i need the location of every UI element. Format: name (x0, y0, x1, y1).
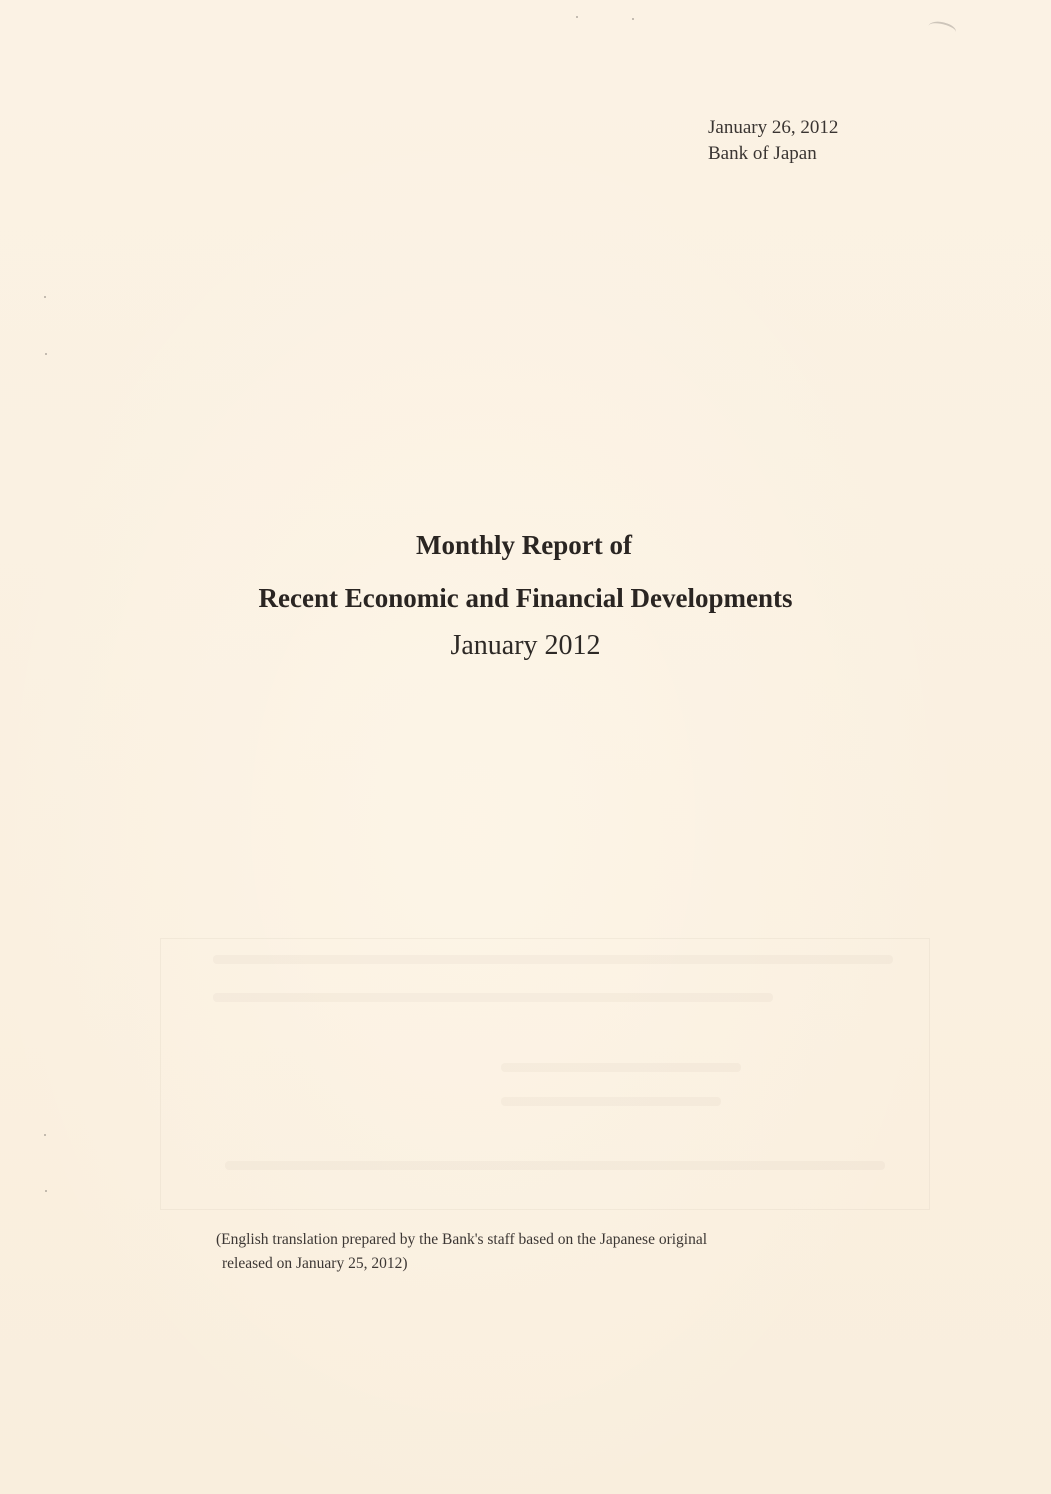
show-through-line (213, 955, 893, 964)
show-through-line (501, 1063, 741, 1072)
show-through-line (501, 1097, 721, 1106)
show-through-line (225, 1161, 885, 1170)
translation-note (216, 1228, 916, 1276)
scan-edge-mark (927, 18, 958, 40)
scan-speck (45, 353, 47, 355)
translation-note-line-1: (English translation prepared by the Bank's staff based on the Japanese original (216, 1231, 708, 1248)
scan-speck (576, 16, 578, 18)
scan-speck (45, 1190, 47, 1192)
title-line-2: Recent Economic and Financial Developments (258, 583, 793, 613)
header-block (708, 115, 838, 167)
title-block (0, 528, 1051, 664)
translation-note-line-2: released on January 25, 2012) (222, 1255, 408, 1272)
show-through-line (213, 993, 773, 1002)
header-date: January 26, 2012 (708, 117, 839, 138)
scan-speck (44, 296, 46, 298)
header-organization: Bank of Japan (708, 143, 817, 164)
scan-speck (44, 1134, 46, 1136)
scan-speck (632, 18, 634, 20)
title-date: January 2012 (450, 630, 601, 661)
title-line-1: Monthly Report of (416, 530, 632, 560)
show-through-box (160, 938, 930, 1210)
